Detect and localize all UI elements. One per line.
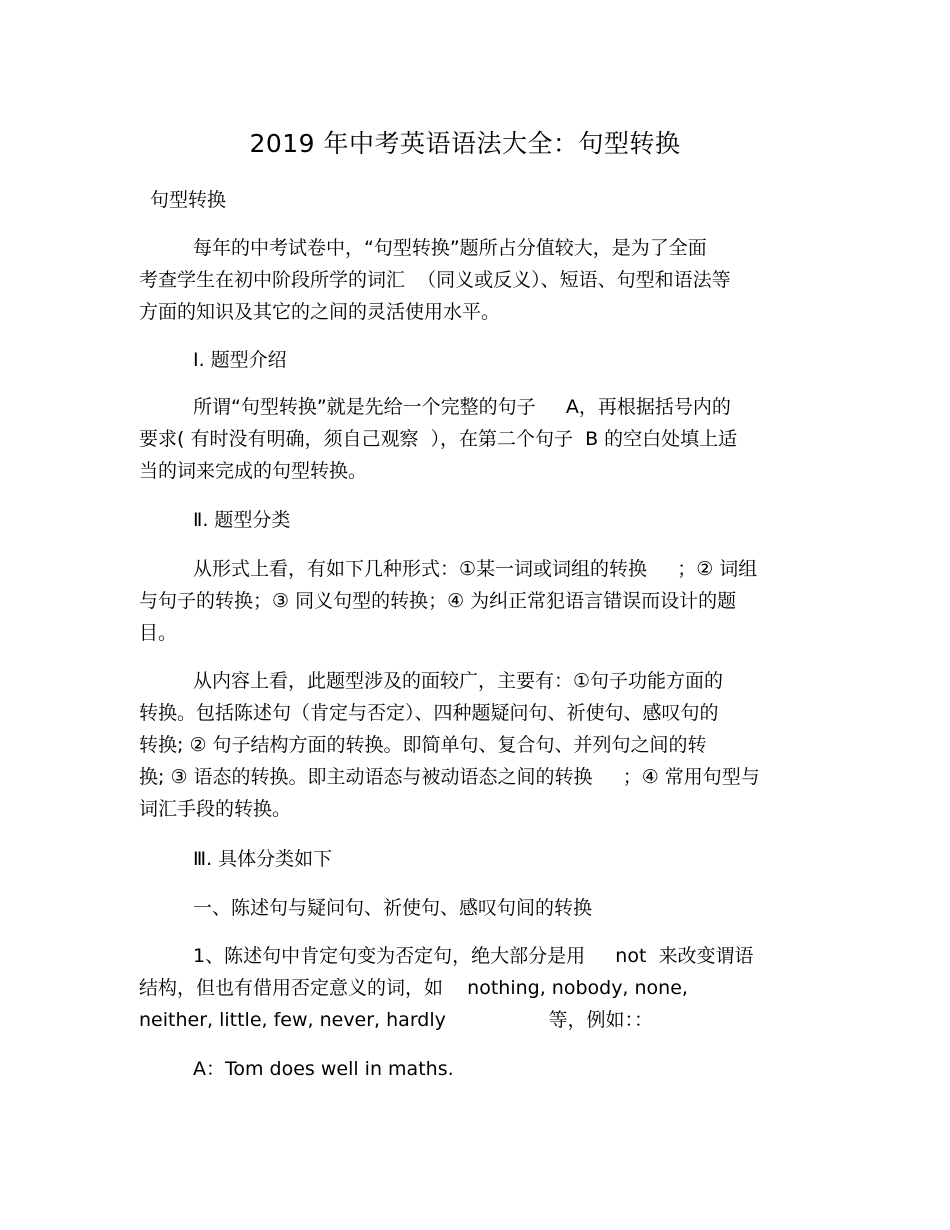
paragraph-definition <box>139 391 799 487</box>
subsection-heading: 一、陈述句与疑问句、祈使句、感叹句间的转换 <box>193 897 593 919</box>
paragraph-line: 转换; ② 句子结构方面的转换。即简单句、复合句、并列句之间的转 <box>139 734 707 756</box>
paragraph-line: neither, little, few, never, hardly 等，例如：： <box>139 1009 654 1031</box>
paragraph-line: 目。 <box>139 622 178 644</box>
paragraph-line: 方面的知识及其它的之间的灵活使用水平。 <box>139 301 501 323</box>
paragraph-line: 结构，但也有借用否定意义的词，如 nothing, nobody, none, <box>139 977 688 999</box>
section-heading-details: Ⅲ. 具体分类如下 <box>193 848 333 870</box>
document-title: 2019 年中考英语语法大全：句型转换 <box>249 129 681 158</box>
paragraph-line: 1、陈述句中肯定句变为否定句，绝大部分是用 not 来改变谓语 <box>193 945 754 967</box>
paragraph-line: 换; ③ 语态的转换。即主动语态与被动语态之间的转换 ；④ 常用句型与 <box>139 766 760 788</box>
paragraph-line: 当的词来完成的句型转换。 <box>139 460 368 482</box>
paragraph-form <box>139 553 799 649</box>
paragraph-intro <box>139 232 799 328</box>
paragraph-line: 要求( 有时没有明确，须自己观察 ），在第二个句子 B 的空白处填上适 <box>139 428 738 450</box>
section-heading-intro: I. 题型介绍 <box>193 349 287 371</box>
paragraph-line: 所谓“句型转换”就是先给一个完整的句子 A，再根据括号内的 <box>193 396 731 418</box>
paragraph-negation <box>139 940 799 1036</box>
subheading: 句型转换 <box>150 189 227 211</box>
paragraph-line: 从内容上看，此题型涉及的面较广，主要有：①句子功能方面的 <box>193 670 724 692</box>
section-heading-classification: Ⅱ. 题型分类 <box>193 509 291 531</box>
paragraph-content <box>139 665 799 825</box>
paragraph-line: 从形式上看，有如下几种形式：①某一词或词组的转换 ；② 词组 <box>193 558 758 580</box>
paragraph-line: 考查学生在初中阶段所学的词汇 （同义或反义）、短语、句型和语法等 <box>139 269 731 291</box>
paragraph-line: 每年的中考试卷中，“句型转换”题所占分值较大，是为了全面 <box>193 237 707 259</box>
example-sentence: A：Tom does well in maths. <box>193 1058 454 1080</box>
paragraph-line: 转换。包括陈述句（肯定与否定）、四种题疑问句、祈使句、感叹句的 <box>139 702 719 724</box>
paragraph-line: 词汇手段的转换。 <box>139 798 292 820</box>
paragraph-line: 与句子的转换；③ 同义句型的转换；④ 为纠正常犯语言错误而设计的题 <box>139 590 737 612</box>
